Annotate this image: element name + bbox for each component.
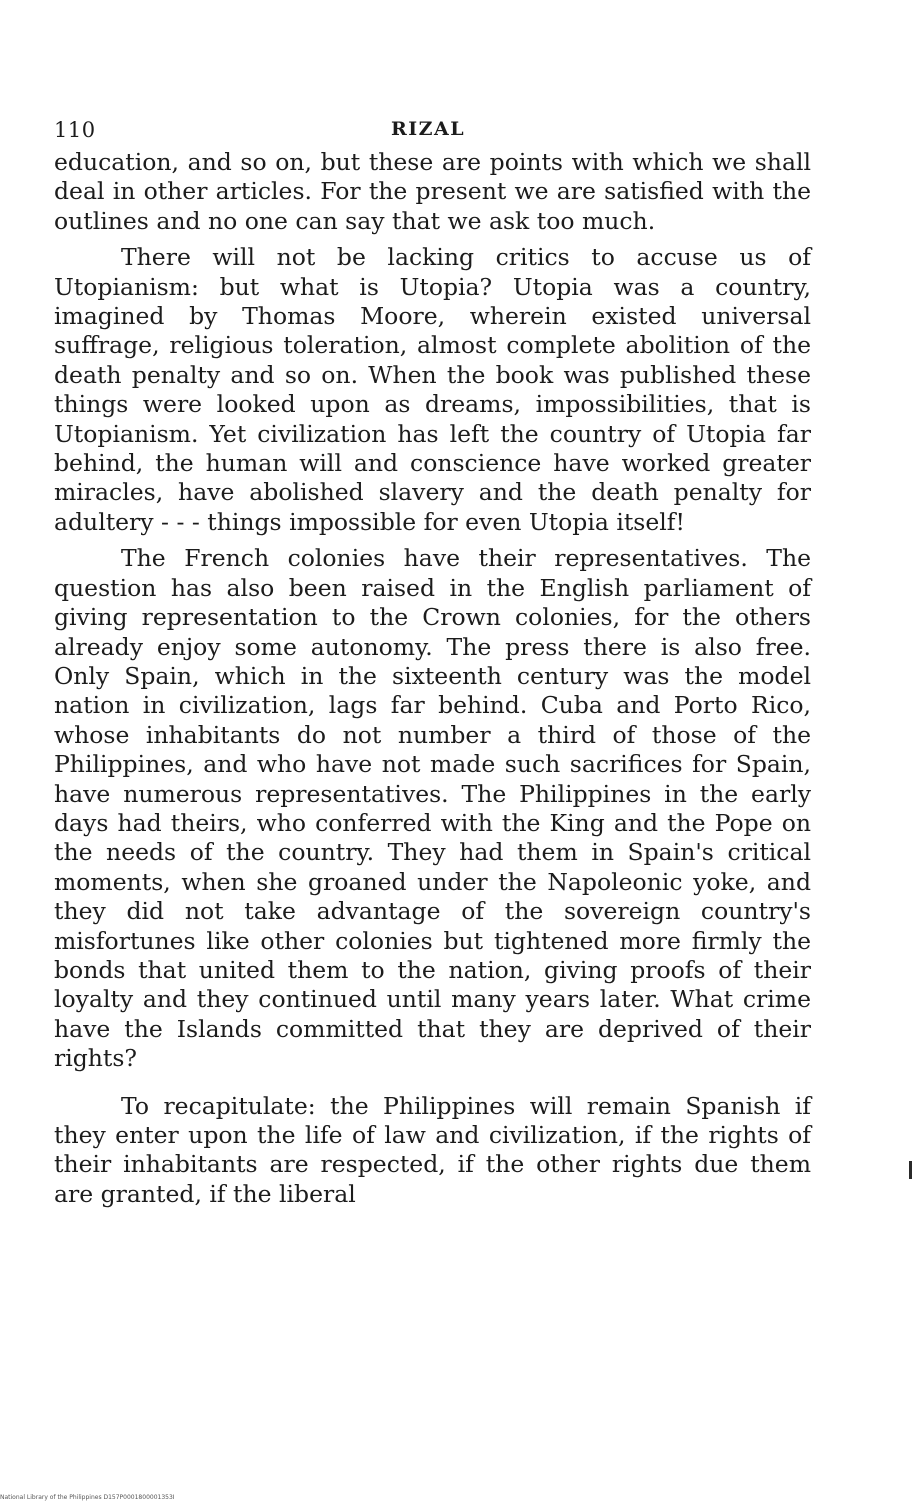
scan-edge-mark [909,1161,912,1179]
body-text [54,148,811,1209]
paragraph-3: The French colonies have their representatives. The question has also been raised in the English parliament of giving representation to the Crown colonies, for the others already enjoy some autonomy. The press there is also free. Only Spain, which in the sixteenth century was the model nation in civilization, lags far behind. Cuba and Porto Rico, whose inhabitants do not number a third of those of the Philippines, and who have not made such sacrifices for Spain, have numerous representatives. The Philippines in the early days had theirs, who conferred with the King and the Pope on the needs of the country. They had them in Spain's critical moments, when she groaned under the Napoleonic yoke, and they did not take advantage of the sovereign country's misfortunes like other colonies but tightened more firmly the bonds that united them to the nation, giving proofs of their loyalty and they continued until many years later. What crime have the Islands committed that they are deprived of their rights? [54,544,811,1073]
page-number: 110 [54,118,96,142]
paragraph-2: There will not be lacking critics to accuse us of Utopianism: but what is Utopia? Utopia was a country, imagined by Thomas Moore, wherein existed universal suffrage, religious toleration, almost complete abolition of the death penalty and so on. When the book was published these things were looked upon as dreams, impossibilities, that is Utopianism. Yet civilization has left the country of Utopia far behind, the human will and conscience have worked greater miracles, have abolished slavery and the death penalty for adultery - - - things impossible for even Utopia itself! [54,243,811,536]
scan-credit-footer: National Library of the Philippines D157P0001800001353I [0,1494,175,1501]
running-head-title: RIZAL [391,118,466,140]
paragraph-1: education, and so on, but these are points with which we shall deal in other articles. For the present we are satisfied with the outlines and no one can say that we ask too much. [54,148,811,235]
paragraph-4: To recapitulate: the Philippines will remain Spanish if they enter upon the life of law and civilization, if the rights of their inhabitants are respected, if the other rights due them are granted, if the liberal [54,1091,811,1208]
